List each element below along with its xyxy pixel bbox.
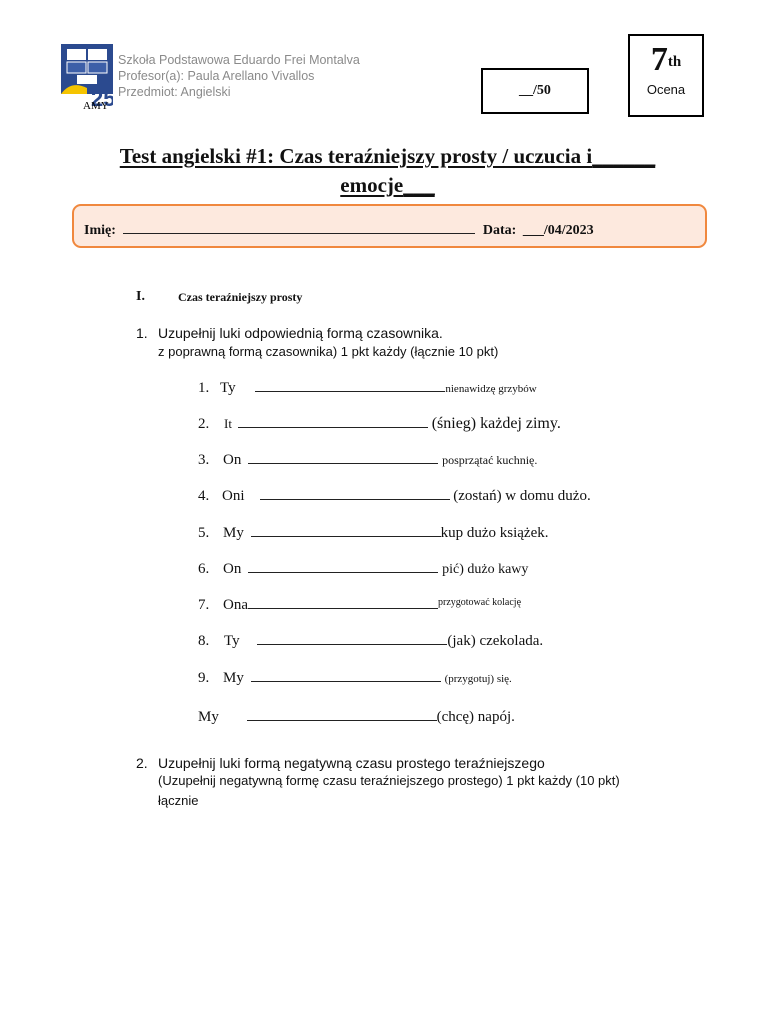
answer-blank[interactable] — [255, 377, 445, 392]
exercise-2-subtitle: (Uzupełnij negatywną formę czasu teraźniejszego prostego) 1 pkt każdy (10 pkt) — [158, 773, 620, 788]
exercise-2-subtitle-2: łącznie — [158, 793, 199, 808]
logo-text: AMY — [83, 100, 109, 110]
grade-box — [628, 34, 704, 117]
grade-label: Ocena — [646, 82, 686, 97]
title-line-1-blank: ______ — [592, 144, 656, 168]
answer-blank[interactable] — [257, 630, 447, 645]
exercise-1-instruction: Uzupełnij luki odpowiednią formą czasownika. — [158, 325, 443, 341]
exercise-item: 9. My (przygotuj) się. — [198, 667, 512, 687]
subject-name: Przedmiot: Angielski — [118, 85, 231, 99]
score-value: __/50 — [519, 83, 551, 98]
answer-blank[interactable] — [251, 522, 441, 537]
title-line-1: Test angielski #1: Czas teraźniejszy prosty / uczucia i — [119, 144, 593, 168]
student-info-row — [84, 219, 594, 239]
exercise-item: 2. It (śnieg) każdej zimy. — [198, 415, 561, 432]
exercise-item: 7. Ona $^{przygotować kolację}$ — [198, 594, 521, 614]
answer-blank[interactable] — [248, 449, 438, 464]
name-field[interactable] — [123, 219, 475, 234]
section-title: Czas teraźniejszy prosty — [178, 290, 303, 304]
school-info — [118, 52, 360, 100]
title-line-2-blank: ___ — [403, 173, 435, 197]
grade-suffix: th — [667, 54, 682, 70]
exercise-item: 8. Ty (jak) czekolada. — [198, 630, 543, 650]
answer-blank[interactable] — [238, 413, 428, 428]
school-logo — [61, 44, 113, 110]
exercise-item: My (chcę) napój. — [198, 706, 515, 726]
exercise-item: 4. Oni (zostań) w domu dużo. — [198, 485, 591, 505]
exercise-item: 1. Ty nienawidzę grzybów — [198, 377, 537, 397]
title-line-2: emocje — [340, 173, 404, 197]
date-field[interactable]: ___/04/2023 — [522, 223, 594, 238]
exercise-item: 5. My kup dużo książek. — [198, 522, 548, 542]
answer-blank[interactable] — [248, 558, 438, 573]
exercise-item: 6. On pić) dużo kawy — [198, 558, 528, 578]
exercise-2-instruction: Uzupełnij luki formą negatywną czasu prostego teraźniejszego — [158, 755, 545, 771]
answer-blank[interactable] — [260, 485, 450, 500]
school-name: Szkoła Podstawowa Eduardo Frei Montalva — [118, 53, 360, 67]
date-label: Data: — [482, 223, 517, 238]
exercise-1-subtitle: z poprawną formą czasownika) 1 pkt każdy (łącznie 10 pkt) — [158, 344, 499, 359]
answer-blank[interactable] — [251, 667, 441, 682]
exercise-item: 3. On posprzątać kuchnię. — [198, 449, 537, 469]
svg-text:25: 25 — [91, 86, 113, 110]
answer-blank[interactable] — [247, 706, 437, 721]
exercise-1-number: 1. — [136, 325, 148, 341]
answer-blank[interactable] — [248, 594, 438, 609]
section-number: I. — [136, 289, 145, 304]
score-box — [481, 68, 589, 114]
teacher-name: Profesor(a): Paula Arellano Vivallos — [118, 69, 315, 83]
test-title — [100, 142, 675, 200]
exercise-2-number: 2. — [136, 755, 148, 771]
name-label: Imię: — [84, 223, 116, 238]
grade-number: 7th — [650, 41, 682, 78]
